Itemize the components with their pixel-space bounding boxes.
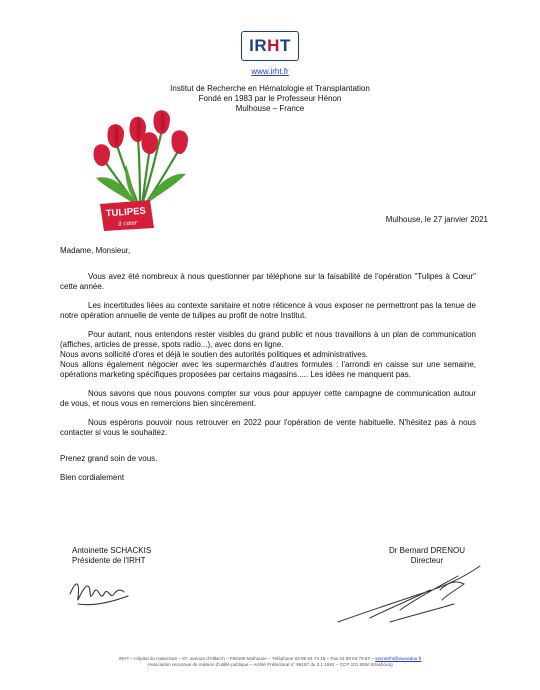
institute-city: Mulhouse – France bbox=[235, 104, 305, 113]
footer-legal: Association reconnue de mission d'utilité publique – Arrêté Préfectoral n° 96187 du 3.1.1991 – CCP 101 55W Strasbourg bbox=[147, 662, 393, 667]
paragraph-3b: Nous avons sollicité d'ores et déjà le soutien des autorités politiques et administratives. bbox=[60, 350, 368, 359]
salutation: Madame, Monsieur, bbox=[60, 246, 131, 255]
paragraph-3c: Nous allons également négocier avec les supermarchés d'autres formules : l'arrondi en caisse sur une semaine, opérations marketing spécifiques proposées par certains magasins..... Les idées ne manquent pas. bbox=[60, 360, 476, 379]
closing-regards: Bien cordialement bbox=[60, 473, 125, 482]
website-link[interactable]: www.irht.fr bbox=[251, 67, 289, 76]
closing-wish: Prenez grand soin de vous. bbox=[60, 454, 158, 463]
president-name: Antoinette SCHACKIS bbox=[72, 546, 152, 555]
tulipes-a-coeur-logo bbox=[86, 108, 194, 232]
footer-address: IRHT – Hôpital du Hasenrain – 87, avenue d'Altkirch – F68100 Mulhouse – Téléphone 03 89 64 74 18 – Fax 03 89 64 79 87 – secretirht@wanadoo.fr bbox=[118, 656, 422, 661]
letter-body bbox=[60, 246, 476, 492]
tulipes-logo-title: TULIPES bbox=[105, 205, 147, 220]
paragraph-5: Nous espérons pouvoir nous retrouver en 2022 pour l'opération de vente habituelle. N'hésitez pas à nous contacter si vous le souhaitez. bbox=[60, 418, 476, 437]
paragraph-2: Les incertitudes liées au contexte sanitaire et notre réticence à vous exposer ne permettront pas la tenue de notre opération annuelle de vente de tulipes au profit de notre Institut. bbox=[60, 301, 476, 320]
institute-founded: Fondé en 1983 par le Professeur Hénon bbox=[198, 94, 342, 103]
letter-date: Mulhouse, le 27 janvier 2021 bbox=[385, 215, 488, 224]
tulipes-logo-subtitle: à cœur bbox=[117, 218, 138, 228]
president-signature-icon bbox=[66, 574, 138, 610]
paragraph-3a: Pour autant, nous entendons rester visibles du grand public et nous travaillons à un plan de communication (affiches, articles de presse, spots radio...), avec dons en ligne. bbox=[60, 330, 476, 349]
paragraph-4: Nous savons que nous pouvons compter sur vous pour appuyer cette campagne de communication autour de vous, et nous vous en remercions bien sincèrement. bbox=[60, 389, 476, 408]
director-signature-icon bbox=[330, 560, 490, 630]
footer bbox=[0, 656, 540, 668]
signatory-president bbox=[72, 546, 151, 566]
institute-header bbox=[0, 84, 540, 114]
president-title: Présidente de l'IRHT bbox=[72, 556, 146, 565]
institute-name: Institut de Recherche en Hématologie et Transplantation bbox=[170, 84, 370, 93]
director-title: Directeur bbox=[410, 556, 444, 565]
director-name: Dr Bernard DRENOU bbox=[388, 546, 465, 555]
irht-logo: IR H T bbox=[241, 31, 299, 61]
paragraph-1: Vous avez été nombreux à nous questionner par téléphone sur la faisabilité de l'opération "Tulipes à Cœur" cette année. bbox=[60, 272, 476, 291]
footer-email-link[interactable]: secretirht@wanadoo.fr bbox=[375, 656, 422, 661]
